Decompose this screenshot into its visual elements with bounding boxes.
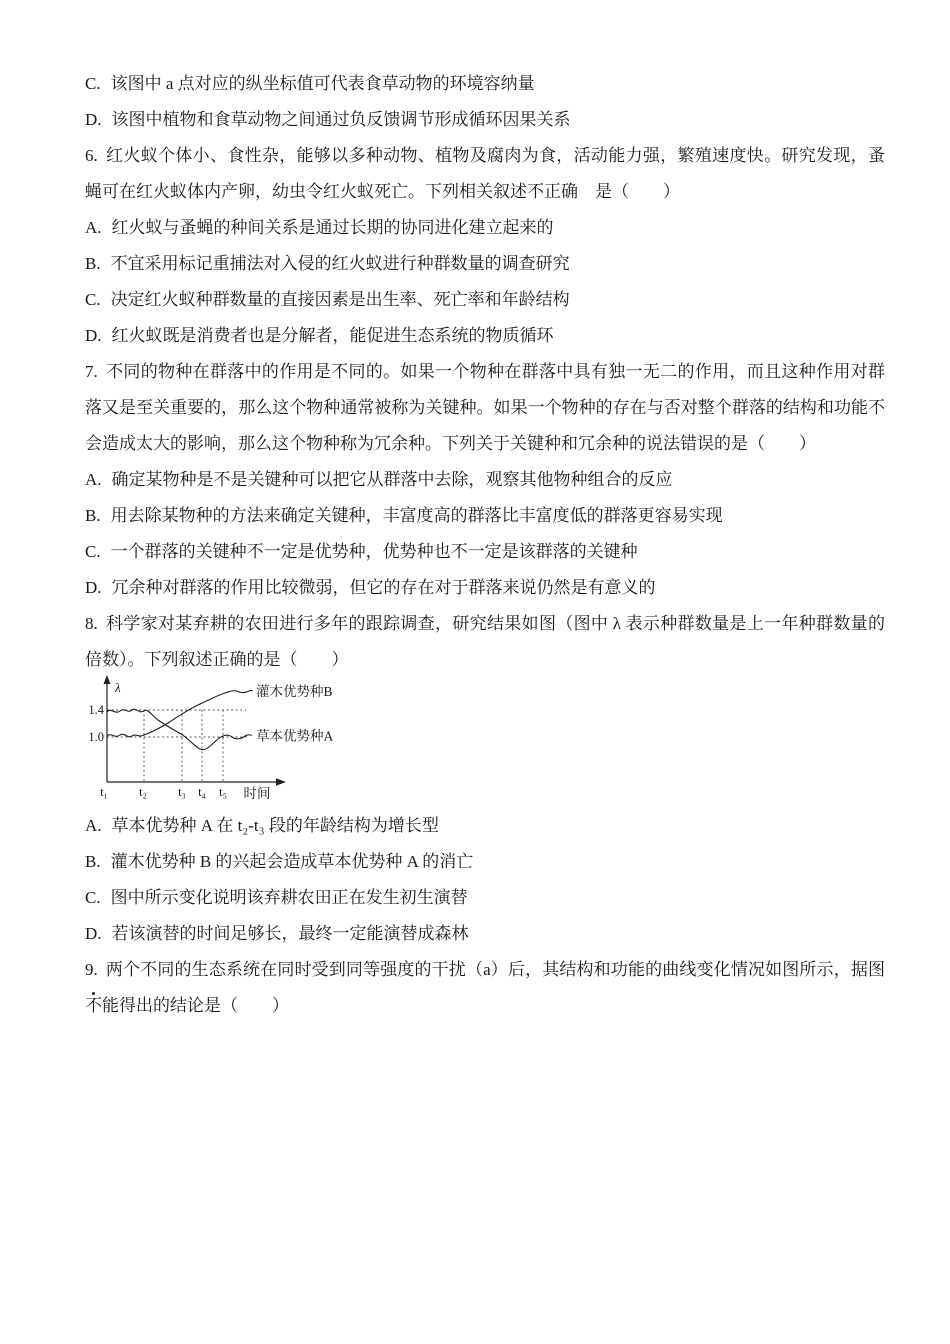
exam-page (85, 0, 885, 1024)
series-a-label: 草本优势种A (256, 728, 334, 744)
question-stem-text: 不同的物种在群落中的作用是不同的。如果一个物种在群落中具有独一无二的作用，而且这种作用对群落又是至关重要的，那么这个物种通常被称为关键种。如果一个物种的存在与否对整个群落的结构和功能不会造成太大的影响，那么这个物种称为冗余种。下列关于关键种和冗余种的说法错误的是（ ） (85, 362, 885, 453)
series-b-label: 灌木优势种B (256, 684, 333, 699)
option-text: 一个群落的关键种不一定是优势种，优势种也不一定是该群落的关键种 (110, 542, 638, 561)
option-text: 确定某物种是不是关键种可以把它从群落中去除，观察其他物种组合的反应 (111, 470, 673, 489)
option-label: C. (85, 74, 101, 93)
question-6-option-c (85, 282, 885, 318)
question-5-option-d (85, 102, 885, 138)
y-tick-top: 1.4 (88, 703, 104, 717)
option-label: C. (85, 290, 101, 309)
question-6-option-b (85, 246, 885, 282)
option-text: 该图中 a 点对应的纵坐标值可代表食草动物的环境容纳量 (110, 74, 535, 93)
option-text: 红火蚁与蚤蝇的种间关系是通过长期的协同进化建立起来的 (111, 218, 554, 237)
x-tick-t5: t₅ (219, 785, 227, 799)
q8-succession-chart (79, 672, 885, 808)
y-axis-label: λ (115, 680, 121, 695)
x-tick-t3: t₃ (178, 785, 186, 799)
option-label: C. (85, 542, 101, 561)
question-7-stem (85, 354, 885, 462)
option-label: D. (85, 578, 102, 597)
option-label: C. (85, 888, 101, 907)
x-tick-t2: t₂ (139, 785, 147, 799)
question-7-option-c (85, 534, 885, 570)
option-text: 用去除某物种的方法来确定关键种，丰富度高的群落比丰富度低的群落更容易实现 (110, 506, 723, 525)
question-number: 6. (85, 146, 98, 165)
question-stem-text: 红火蚁个体小、食性杂，能够以多种动物、植物及腐肉为食，活动能力强，繁殖速度快。研究发现，蚤蝇可在红火蚁体内产卵，幼虫令红火蚁死亡。下列相关叙述不正确 是（ ） (85, 146, 885, 201)
question-number: 8. (85, 614, 98, 633)
question-stem-text: 两个不同的生态系统在同时受到同等强度的干扰（a）后，其结构和功能的曲线变化情况如图所示，据图 (105, 960, 885, 979)
question-number: 9. (85, 960, 98, 979)
option-label: D. (85, 326, 102, 345)
question-number: 7. (85, 362, 98, 381)
question-8-option-b (85, 844, 885, 880)
option-text: 红火蚁既是消费者也是分解者，能促进生态系统的物质循环 (111, 326, 554, 345)
emphasized-char: 不 (85, 996, 102, 1015)
question-6-stem (85, 138, 885, 210)
question-8-option-a (85, 808, 885, 844)
question-stem-text: 能得出的结论是（ ） (102, 996, 289, 1015)
option-text: 不宜采用标记重捕法对入侵的红火蚁进行种群数量的调查研究 (110, 254, 570, 273)
option-label: D. (85, 924, 102, 943)
option-text: 灌木优势种 B 的兴起会造成草本优势种 A 的消亡 (110, 852, 474, 871)
x-tick-t4: t₄ (198, 785, 206, 799)
question-8-option-d (85, 916, 885, 952)
lambda-time-line-chart (79, 672, 351, 808)
x-axis-arrow-icon (276, 778, 286, 786)
option-text: 冗余种对群落的作用比较微弱，但它的存在对于群落来说仍然是有意义的 (111, 578, 656, 597)
option-text: 草本优势种 A 在 t₂-t₃ 段的年龄结构为增长型 (111, 816, 439, 835)
question-stem-text: 科学家对某弃耕的农田进行多年的跟踪调查，研究结果如图（图中 λ 表示种群数量是上一年种群数量的倍数）。下列叙述正确的是（ ） (85, 614, 885, 669)
option-label: B. (85, 506, 101, 525)
question-6-option-d (85, 318, 885, 354)
question-9-stem (85, 952, 885, 1024)
question-7-option-b (85, 498, 885, 534)
option-text: 该图中植物和食草动物之间通过负反馈调节形成循环因果关系 (111, 110, 571, 129)
option-text: 图中所示变化说明该弃耕农田正在发生初生演替 (110, 888, 468, 907)
question-7-option-d (85, 570, 885, 606)
question-5-option-c (85, 66, 885, 102)
question-8-option-c (85, 880, 885, 916)
option-text: 若该演替的时间足够长，最终一定能演替成森林 (111, 924, 469, 943)
question-6-option-a (85, 210, 885, 246)
x-tick-t1: t₁ (100, 785, 108, 799)
y-tick-bottom: 1.0 (88, 730, 104, 744)
option-label: A. (85, 816, 102, 835)
option-label: B. (85, 852, 101, 871)
question-7-option-a (85, 462, 885, 498)
option-label: A. (85, 470, 102, 489)
question-8-stem (85, 606, 885, 678)
option-label: D. (85, 110, 102, 129)
option-label: A. (85, 218, 102, 237)
x-axis-label: 时间 (243, 786, 271, 801)
option-text: 决定红火蚁种群数量的直接因素是出生率、死亡率和年龄结构 (110, 290, 570, 309)
series-b-curve (107, 690, 253, 736)
option-label: B. (85, 254, 101, 273)
